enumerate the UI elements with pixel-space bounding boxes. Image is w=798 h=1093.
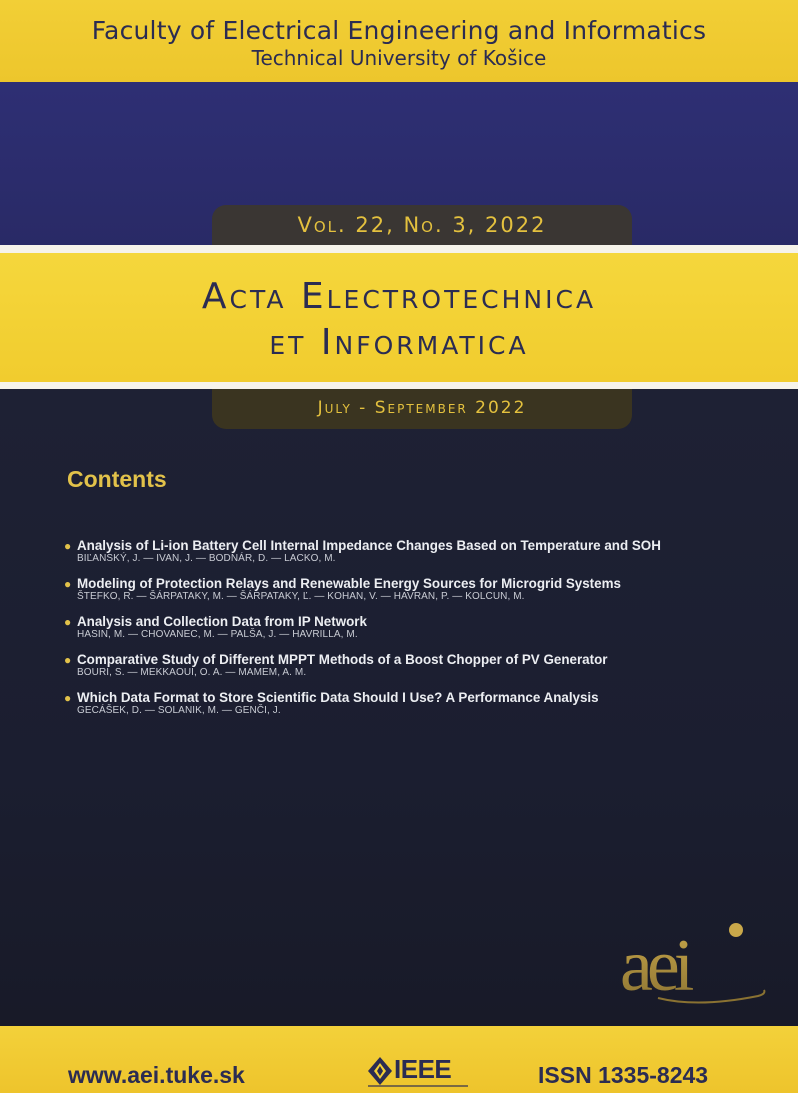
bullet-icon: ● [64, 691, 72, 705]
journal-title-line1: Acta Electrotechnica [201, 276, 597, 317]
article-list [64, 538, 764, 728]
article-item[interactable] [64, 652, 764, 679]
aei-logo-text: aei [620, 925, 689, 1007]
article-title: Analysis and Collection Data from IP Network [77, 614, 367, 629]
bullet-icon: ● [64, 539, 72, 553]
article-authors: GECÁŠEK, D. — SOLANIK, M. — GENČI, J. [77, 705, 281, 716]
article-item[interactable] [64, 576, 764, 603]
article-item[interactable] [64, 690, 764, 717]
article-title: Comparative Study of Different MPPT Methods of a Boost Chopper of PV Generator [77, 652, 608, 667]
article-authors: BIĽANSKÝ, J. — IVAN, J. — BODNÁR, D. — LACKO, M. [77, 553, 336, 564]
ieee-diamond-icon [366, 1055, 394, 1087]
ieee-logo: IEEE [394, 1054, 452, 1084]
article-authors: BOURI, S. — MEKKAOUI, O. A. — MAMEM, A. M. [77, 667, 307, 678]
issue-date: July - September 2022 [317, 398, 527, 418]
university-name: Technical University of Košice [251, 46, 547, 70]
ieee-tagline-decoration [368, 1084, 468, 1088]
article-item[interactable] [64, 614, 764, 641]
divider-line [0, 382, 798, 389]
faculty-name: Faculty of Electrical Engineering and Informatics [91, 16, 707, 45]
contents-heading: Contents [67, 466, 167, 492]
aei-logo-icon [618, 920, 778, 1015]
top-header-band [0, 0, 798, 82]
article-title: Modeling of Protection Relays and Renewable Energy Sources for Microgrid Systems [77, 576, 621, 591]
bullet-icon: ● [64, 577, 72, 591]
bullet-icon: ● [64, 615, 72, 629]
bullet-icon: ● [64, 653, 72, 667]
divider-line [0, 245, 798, 253]
volume-line: Vol. 22, No. 3, 2022 [297, 213, 547, 237]
article-authors: HASIN, M. — CHOVANEC, M. — PALŠA, J. — HAVRILLA, M. [77, 629, 358, 640]
article-authors: ŠTEFKO, R. — ŠÁRPATAKY, M. — ŠÁRPATAKY, Ľ. — KOHAN, V. — HAVRAN, P. — KOLCUN, M. [77, 591, 525, 602]
website-link[interactable]: www.aei.tuke.sk [68, 1062, 245, 1088]
journal-title-line2: et Informatica [269, 322, 529, 363]
article-title: Which Data Format to Store Scientific Data Should I Use? A Performance Analysis [77, 690, 599, 705]
issn-number: ISSN 1335-8243 [538, 1062, 709, 1088]
article-item[interactable] [64, 538, 764, 565]
article-title: Analysis of Li-ion Battery Cell Internal Impedance Changes Based on Temperature and SOH [77, 538, 661, 553]
